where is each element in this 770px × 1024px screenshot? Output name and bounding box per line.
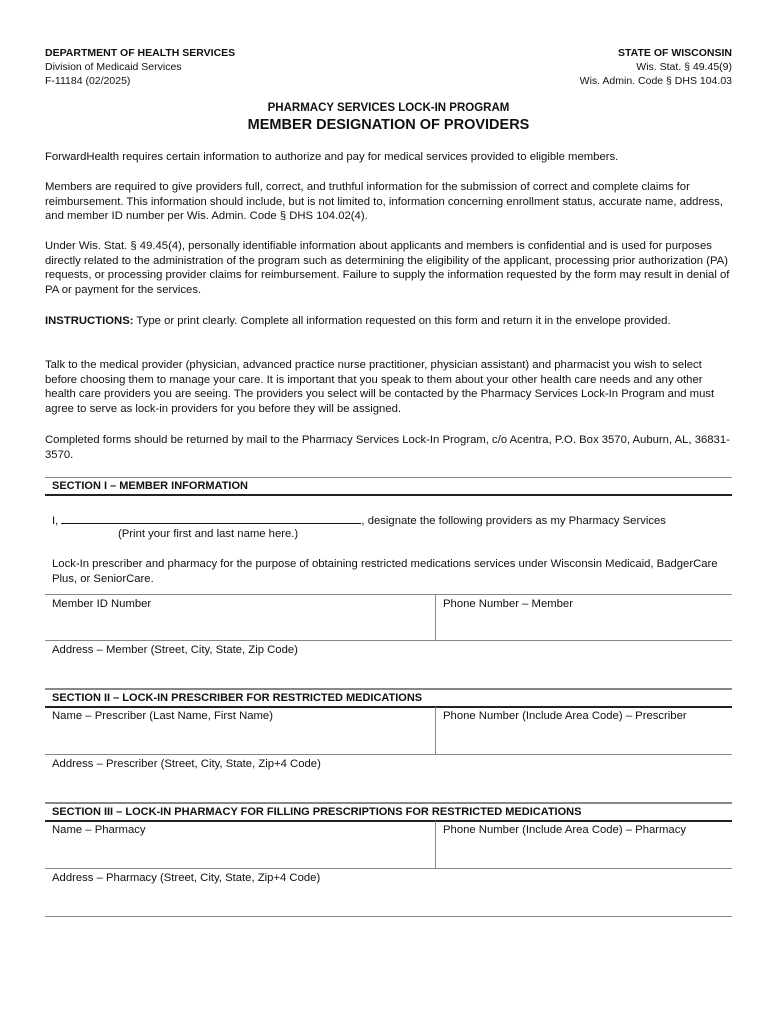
division-name: Division of Medicaid Services xyxy=(45,61,182,73)
pharmacy-name-phone-row xyxy=(45,821,732,869)
provider-selection-paragraph: Talk to the medical provider (physician, advanced practice nurse practitioner, physician assistant) and pharmacist you wish to select before choosing them to manage your care. It is important that you speak to them about your other health care needs and any other health care providers you are seeing. The providers you select will be contacted by the Pharmacy Services Lock-In Program and must agree to serve as lock-in providers for you before they will be assigned. xyxy=(45,359,715,415)
pharmacy-phone-label: Phone Number (Include Area Code) – Pharmacy xyxy=(443,824,687,836)
intro-paragraph: ForwardHealth requires certain information to authorize and pay for medical services provided to eligible members. xyxy=(45,151,619,163)
form-id: F-11184 (02/2025) xyxy=(45,75,131,87)
form-title: MEMBER DESIGNATION OF PROVIDERS xyxy=(247,117,530,133)
lockin-purpose-text: Lock-In prescriber and pharmacy for the purpose of obtaining restricted medications services under Wisconsin Medicaid, BadgerCare Plus, or SeniorCare. xyxy=(52,558,718,585)
requirements-paragraph: Members are required to give providers full, correct, and truthful information for the submission of correct and complete claims for reimbursement. This information should include, but is not limited to, information concerning enrollment status, accurate name, address, and member ID number per Wis. Admin. Code § DHS 104.02(4). xyxy=(45,181,723,223)
admin-code-ref: Wis. Admin. Code § DHS 104.03 xyxy=(579,75,732,87)
instructions-paragraph xyxy=(45,314,732,329)
section-3-header: SECTION III – LOCK-IN PHARMACY FOR FILLING PRESCRIPTIONS FOR RESTRICTED MEDICATIONS xyxy=(45,803,732,822)
pharmacy-name-label: Name – Pharmacy xyxy=(52,824,146,836)
print-name-hint: (Print your first and last name here.) xyxy=(118,528,299,540)
prescriber-address-field[interactable] xyxy=(45,755,732,802)
return-address-paragraph: Completed forms should be returned by mail to the Pharmacy Services Lock-In Program, c/o Acentra, P.O. Box 3570, Auburn, AL, 36831-3570. xyxy=(45,434,730,461)
instructions-label: INSTRUCTIONS: xyxy=(45,315,134,327)
pharmacy-address-field[interactable] xyxy=(45,869,732,916)
prescriber-address-row xyxy=(45,755,732,803)
section-1-header: SECTION I – MEMBER INFORMATION xyxy=(45,477,732,496)
member-id-field[interactable] xyxy=(45,595,436,640)
pharmacy-name-field[interactable] xyxy=(45,821,436,868)
department-name: DEPARTMENT OF HEALTH SERVICES xyxy=(45,47,236,59)
prescriber-name-phone-row xyxy=(45,707,732,755)
prescriber-phone-field[interactable] xyxy=(436,707,732,754)
prescriber-phone-label: Phone Number (Include Area Code) – Prescriber xyxy=(443,710,687,722)
prescriber-name-field[interactable] xyxy=(45,707,436,754)
designation-prefix: I, xyxy=(52,515,59,527)
member-address-field[interactable] xyxy=(45,641,732,688)
designation-suffix: , designate the following providers as my Pharmacy Services xyxy=(361,515,666,527)
member-id-label: Member ID Number xyxy=(52,598,152,610)
member-address-row xyxy=(45,641,732,689)
designation-line xyxy=(52,512,732,529)
member-name-field[interactable] xyxy=(61,512,361,524)
header-right xyxy=(580,46,732,88)
member-phone-label: Phone Number – Member xyxy=(443,598,573,610)
member-id-phone-row xyxy=(45,594,732,641)
header-left xyxy=(45,46,235,88)
section-2-header: SECTION II – LOCK-IN PRESCRIBER FOR RESTRICTED MEDICATIONS xyxy=(45,689,732,708)
prescriber-name-label: Name – Prescriber (Last Name, First Name) xyxy=(52,710,273,722)
program-title: PHARMACY SERVICES LOCK-IN PROGRAM xyxy=(267,102,510,114)
pharmacy-address-row xyxy=(45,869,732,917)
member-phone-field[interactable] xyxy=(436,595,732,640)
prescriber-address-label: Address – Prescriber (Street, City, State, Zip+4 Code) xyxy=(52,758,321,770)
pharmacy-address-label: Address – Pharmacy (Street, City, State, Zip+4 Code) xyxy=(52,872,321,884)
member-address-label: Address – Member (Street, City, State, Zip Code) xyxy=(52,644,298,656)
confidentiality-paragraph: Under Wis. Stat. § 49.45(4), personally identifiable information about applicants and members is confidential and is used for purposes directly related to the administration of the program such as determining the eligibility of the applicant, processing prior authorization (PA) requests, or processing provider claims for reimbursement. Failure to supply the information requested by the form may result in denial of PA or payment for the services. xyxy=(45,240,730,296)
state-name: STATE OF WISCONSIN xyxy=(618,47,732,59)
pharmacy-phone-field[interactable] xyxy=(436,821,732,868)
instructions-text: Type or print clearly. Complete all information requested on this form and return it in the envelope provided. xyxy=(133,315,671,327)
title-block xyxy=(45,101,732,135)
statute-ref: Wis. Stat. § 49.45(9) xyxy=(636,61,732,73)
